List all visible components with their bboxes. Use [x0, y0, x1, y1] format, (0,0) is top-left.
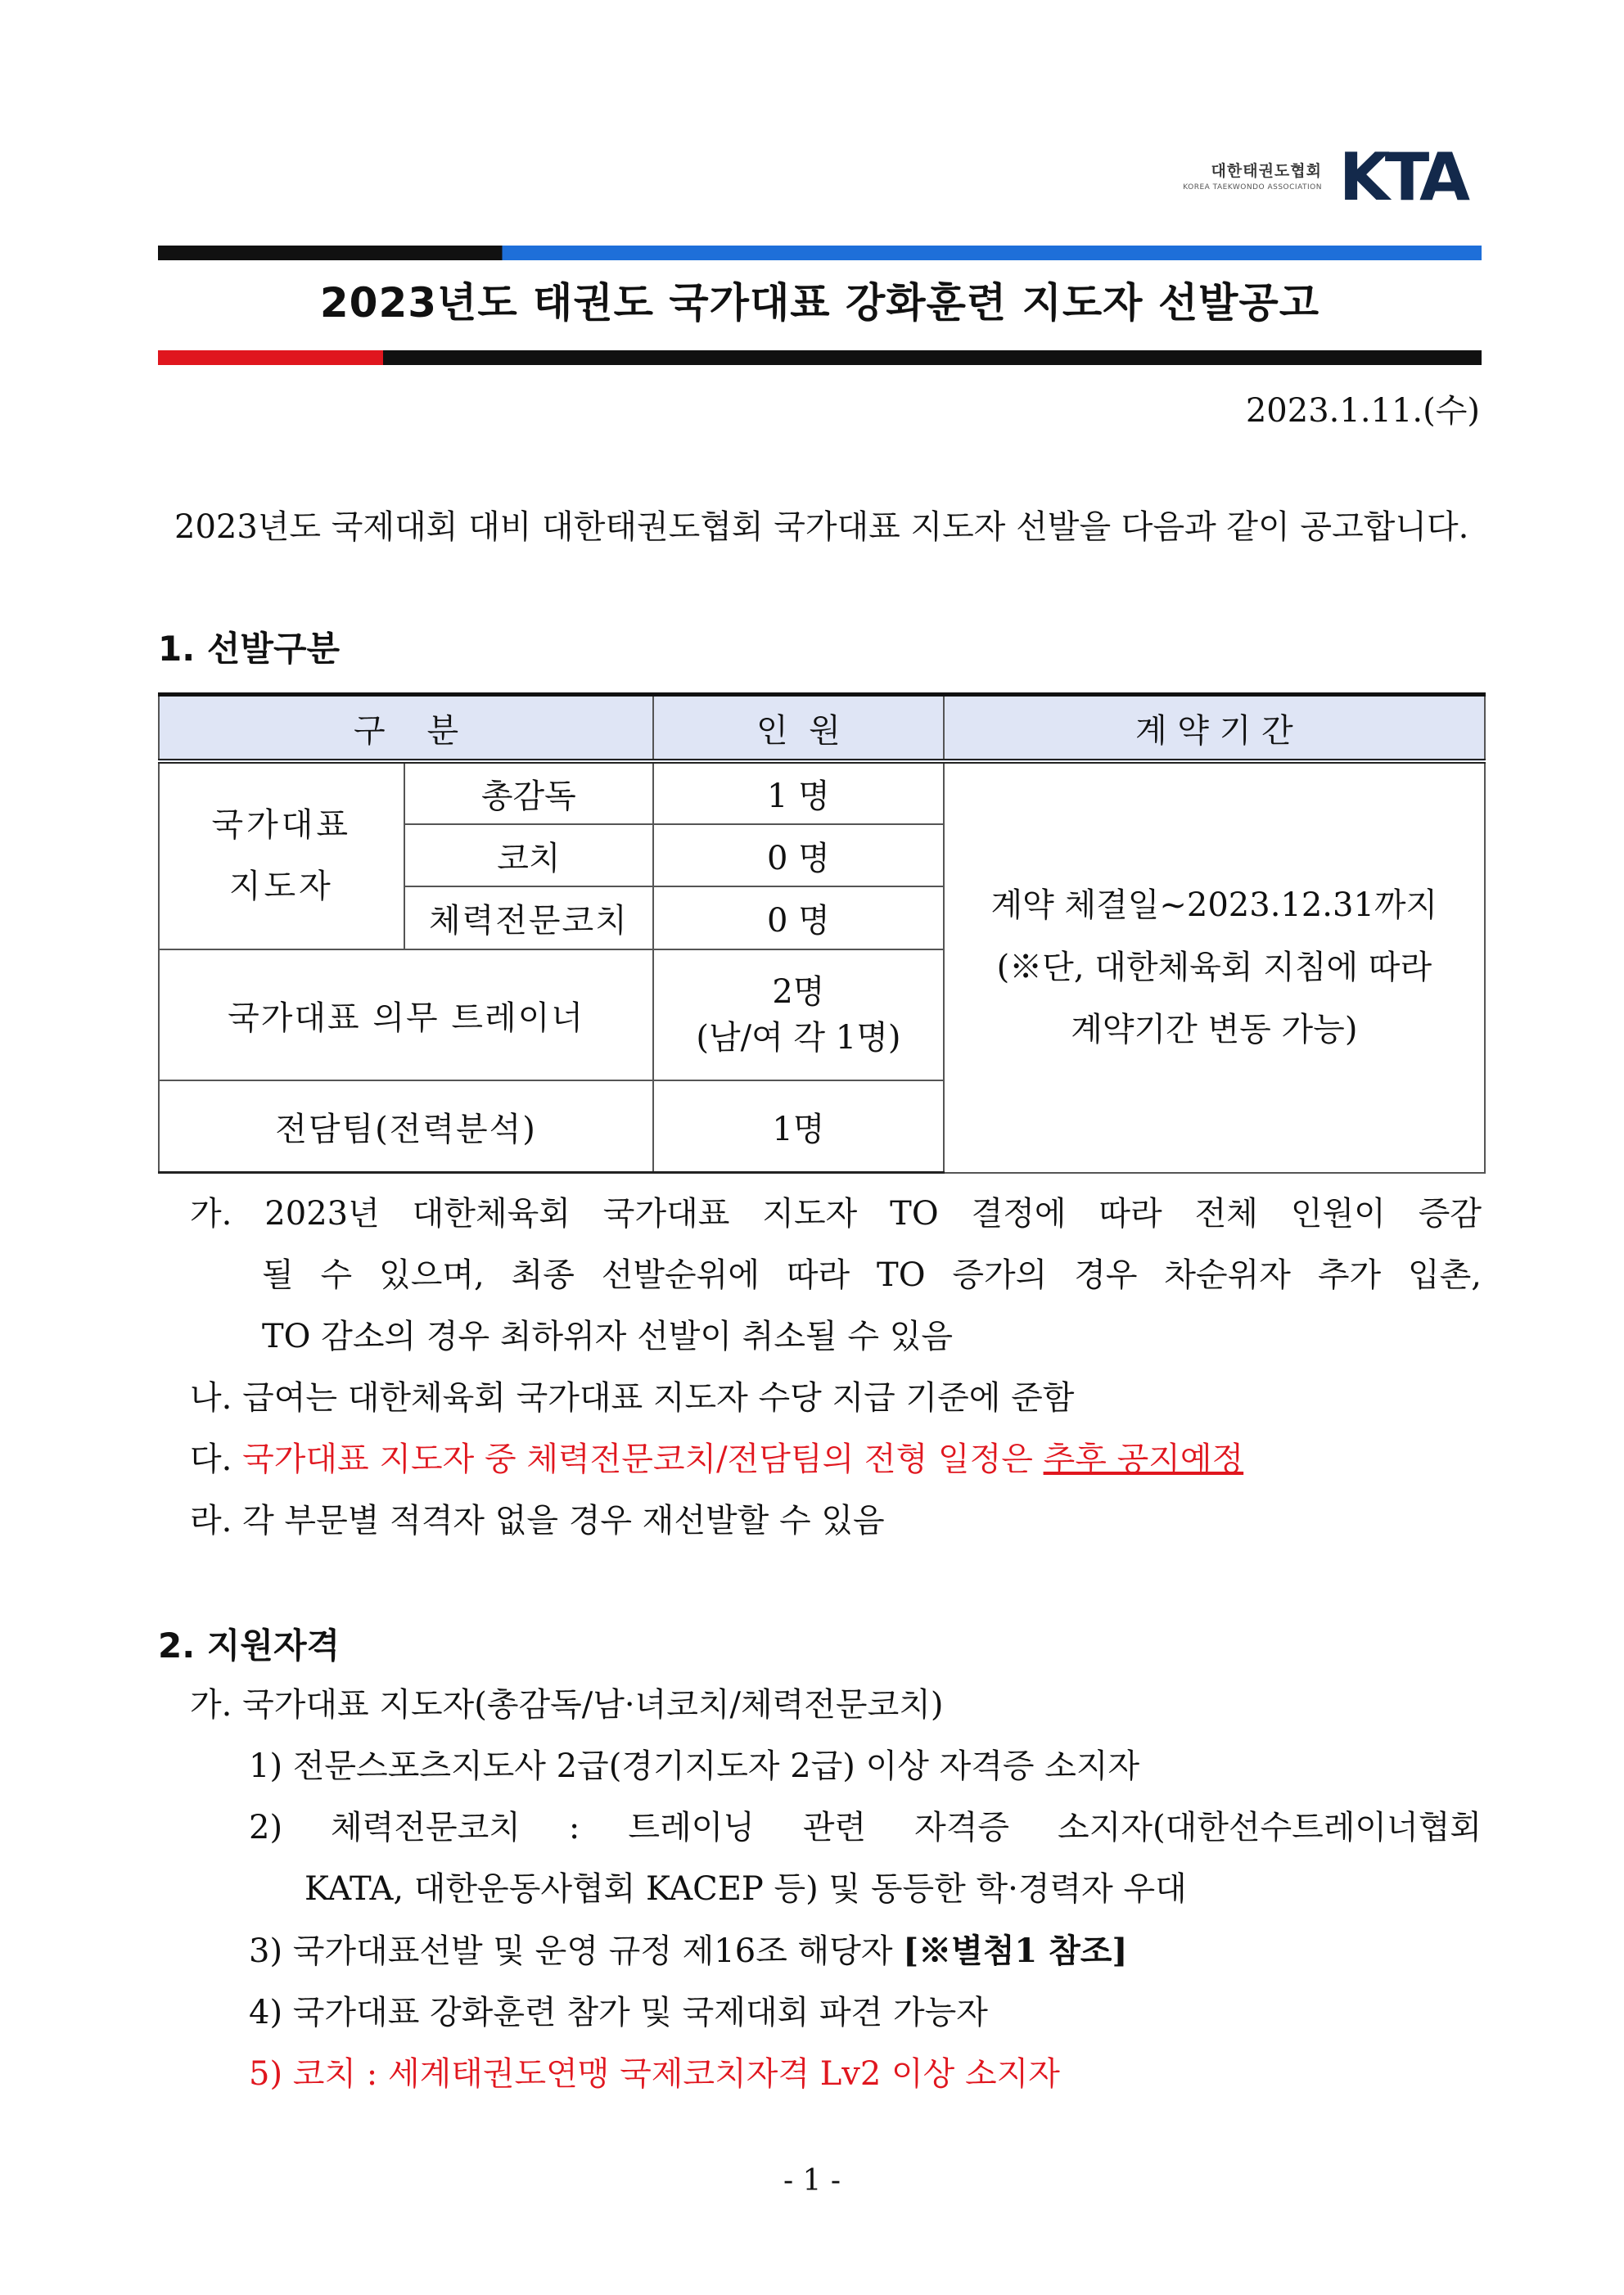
title-top-bar [158, 246, 1482, 260]
qualification-item-5: 5) 코치 : 세계태권도연맹 국제코치자격 Lv2 이상 소지자 [249, 2055, 1060, 2093]
role-cell: 체력전문코치 [404, 886, 654, 949]
note-da-underlined-text: 추후 공지예정 [1043, 1441, 1244, 1478]
count-cell: 1명 [653, 1080, 944, 1173]
logo-english-name: KOREA TAEKWONDO ASSOCIATION [1183, 183, 1322, 192]
note-ga-line: 가. 2023년 대한체육회 국가대표 지도자 TO 결정에 따라 전체 인원이 증감 [190, 1195, 1482, 1233]
header-count: 인 원 [653, 695, 944, 762]
qualification-item-2-line: KATA, 대한운동사협회 KACEP 등) 및 동등한 학·경력자 우대 [304, 1870, 1187, 1908]
period-line: (※단, 대한체육회 지침에 따라 [996, 949, 1432, 987]
role-cell: 코치 [404, 824, 654, 886]
announcement-date: 2023.1.11.(수) [1245, 392, 1480, 430]
page-number: - 1 - [783, 2164, 841, 2198]
section2-items [190, 1675, 1482, 2105]
item3-reference: [※별첨1 참조] [903, 1932, 1128, 1970]
title-bottom-bar [158, 350, 1482, 365]
header-period: 계 약 기 간 [944, 695, 1485, 762]
count-cell: 0 명 [653, 824, 944, 886]
document-title: 2023년도 태권도 국가대표 강화훈련 지도자 선발공고 [319, 279, 1320, 327]
period-line: 계약기간 변동 가능) [1071, 1011, 1358, 1049]
logo-mark [1339, 141, 1465, 214]
header-category: 구 분 [159, 695, 653, 762]
role-cell: 총감독 [404, 761, 654, 824]
logo-korean-name: 대한태권도협회 [1211, 162, 1322, 180]
note-da-red-text: 국가대표 지도자 중 체력전문코치/전담팀의 전형 일정은 [242, 1441, 1044, 1478]
count-line: 2명 [772, 973, 825, 1011]
logo-text [1183, 159, 1322, 192]
note-ga-line: TO 감소의 경우 최하위자 선발이 취소될 수 있음 [262, 1318, 953, 1355]
contract-period-cell [944, 761, 1485, 1173]
kta-logo [1183, 139, 1465, 215]
selection-table [158, 692, 1486, 1174]
note-da [190, 1429, 1482, 1490]
qualification-ga: 가. 국가대표 지도자(총감독/남·녀코치/체력전문코치) [190, 1686, 944, 1724]
intro-paragraph: 2023년도 국제대회 대비 대한태권도협회 국가대표 지도자 선발을 다음과 같이 공고합니다. [174, 508, 1469, 546]
group-label-line: 국가대표 [211, 806, 352, 844]
period-line: 계약 체결일~2023.12.31까지 [990, 886, 1438, 925]
logo-mark-text: KTA [1338, 139, 1465, 215]
note-na: 나. 급여는 대한체육회 국가대표 지도자 수당 지급 기준에 준함 [190, 1379, 1075, 1417]
count-cell: 0 명 [653, 886, 944, 949]
section1-notes [190, 1184, 1482, 1552]
qualification-item-2-line: 2) 체력전문코치 : 트레이닝 관련 자격증 소지자(대한선수트레이너협회 [249, 1809, 1482, 1846]
note-ra: 라. 각 부문별 적격자 없을 경우 재선발할 수 있음 [190, 1502, 885, 1540]
qualification-item-3 [190, 1920, 1482, 1982]
section1-heading: 1. 선발구분 [158, 629, 341, 669]
role-cell: 전담팀(전력분석) [159, 1080, 653, 1173]
note-ga-line: 될 수 있으며, 최종 선발순위에 따라 TO 증가의 경우 차순위자 추가 입촌, [262, 1256, 1482, 1294]
count-cell: 1 명 [653, 761, 944, 824]
group-label [159, 761, 404, 949]
item3-text: 3) 국가대표선발 및 운영 규정 제16조 해당자 [249, 1932, 904, 1970]
count-line: (남/여 각 1명) [696, 1019, 901, 1057]
note-da-prefix: 다. [190, 1441, 243, 1478]
role-cell: 국가대표 의무 트레이너 [159, 949, 653, 1080]
table-row [159, 761, 1485, 824]
qualification-item-4: 4) 국가대표 강화훈련 참가 및 국제대회 파견 가능자 [249, 1994, 988, 2031]
section2-heading: 2. 지원자격 [158, 1625, 341, 1666]
qualification-item-1: 1) 전문스포츠지도사 2급(경기지도자 2급) 이상 자격증 소지자 [249, 1747, 1140, 1785]
group-label-line: 지도자 [228, 868, 334, 905]
count-cell [653, 949, 944, 1080]
table-header-row [159, 695, 1485, 762]
